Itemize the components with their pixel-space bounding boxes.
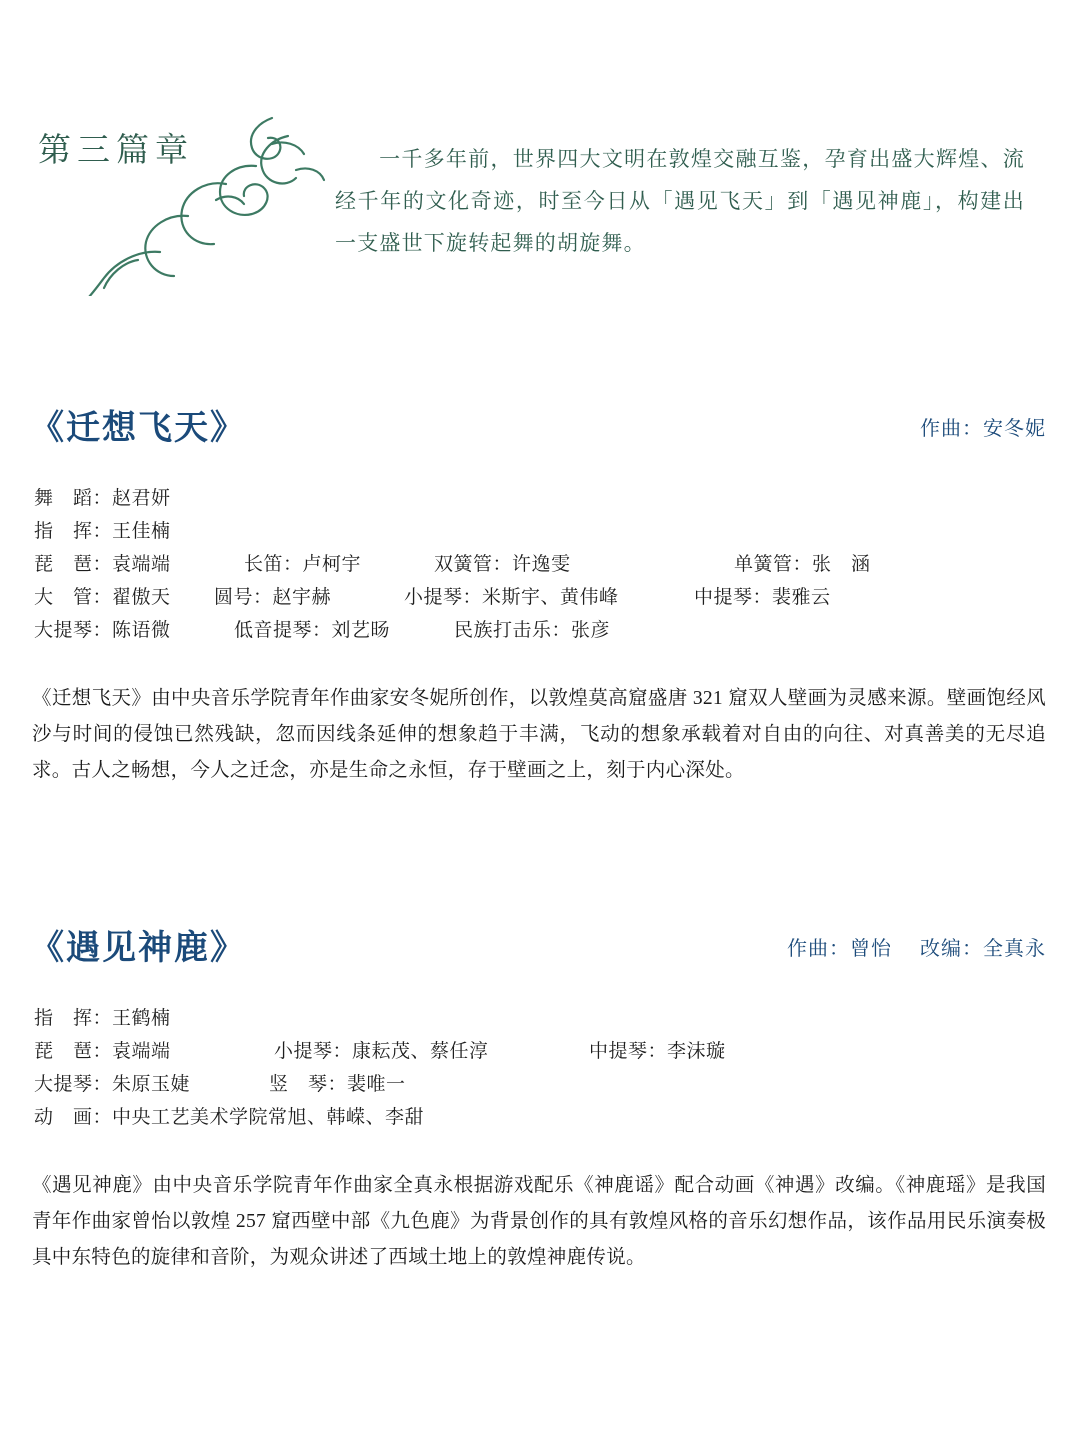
credit-cell: 小提琴：米斯宇、黄伟峰: [404, 587, 619, 608]
credit-row: [34, 515, 1050, 548]
credit-cell: 动 画：中央工艺美术学院常旭、韩嵘、李甜: [34, 1107, 425, 1128]
piece-2-composer-text: 作曲：曾怡: [787, 938, 892, 960]
credit-cell: 指 挥：王佳楠: [34, 521, 171, 542]
credit-cell: 低音提琴：刘艺旸: [234, 620, 391, 641]
credit-cell: 圆号：赵宇赫: [214, 587, 332, 608]
credit-row: [34, 1035, 1050, 1068]
credit-cell: 中提琴：裴雅云: [694, 587, 831, 608]
credit-row: [34, 548, 1050, 581]
credit-row: [34, 482, 1050, 515]
credit-cell: 中提琴：李沫璇: [589, 1041, 726, 1062]
credit-row: [34, 614, 1050, 647]
piece-1-composer-text: 作曲：安冬妮: [920, 418, 1046, 440]
credit-row: [34, 1068, 1050, 1101]
piece-1-credits: [34, 482, 1050, 647]
credit-cell: 竖 琴：裴唯一: [269, 1074, 406, 1095]
program-item-1: [0, 400, 1080, 789]
credit-cell: 琵 琶：袁端端: [34, 554, 171, 575]
piece-2-composer: [787, 932, 1046, 961]
chapter-intro-text: 一千多年前，世界四大文明在敦煌交融互鉴，孕育出盛大辉煌、流经千年的文化奇迹，时至今日从「遇见飞天」到「遇见神鹿」，构建出一支盛世下旋转起舞的胡旋舞。: [335, 147, 1025, 255]
credit-cell: 大提琴：朱原玉婕: [34, 1074, 191, 1095]
chapter-label: 第三篇章: [38, 133, 194, 169]
piece-2-credits: [34, 1002, 1050, 1134]
piece-2-title: 《遇见神鹿》: [30, 930, 246, 967]
credit-cell: 舞 蹈：赵君妍: [34, 488, 171, 509]
chapter-header: [0, 96, 1080, 306]
credit-cell: 单簧管：张 涵: [734, 554, 871, 575]
credit-cell: 小提琴：康耘茂、蔡任淳: [274, 1041, 489, 1062]
credit-cell: 指 挥：王鹤楠: [34, 1008, 171, 1029]
credit-cell: 琵 琶：袁端端: [34, 1041, 171, 1062]
credit-cell: 大 管：翟傲天: [34, 587, 171, 608]
credit-row: [34, 1002, 1050, 1035]
piece-1-title: 《迁想飞天》: [30, 410, 246, 447]
credit-cell: 大提琴：陈语微: [34, 620, 171, 641]
piece-1-composer: [920, 412, 1046, 441]
program-item-2: [0, 920, 1080, 1276]
credit-row: [34, 1101, 1050, 1134]
credit-cell: 双簧管：许逸雯: [434, 554, 571, 575]
credit-cell: 民族打击乐：张彦: [454, 620, 611, 641]
piece-2-arranger-text: 改编：全真永: [920, 938, 1046, 960]
piece-1-head: [30, 400, 1046, 456]
chapter-intro: [335, 138, 1025, 264]
credit-row: [34, 581, 1050, 614]
chapter-ornament: [20, 96, 350, 296]
piece-2-description: 《遇见神鹿》由中央音乐学院青年作曲家全真永根据游戏配乐《神鹿谣》配合动画《神遇》改编。《神鹿瑶》是我国青年作曲家曾怡以敦煌 257 窟西壁中部《九色鹿》为背景创作的具有敦煌风格的音乐幻想作品，该作品用民乐演奏极具中东特色的旋律和音阶，为观众讲述了西域土地上的敦煌神鹿传说。: [32, 1175, 1046, 1268]
credit-cell: 长笛：卢柯宇: [244, 554, 362, 575]
piece-1-description: 《迁想飞天》由中央音乐学院青年作曲家安冬妮所创作，以敦煌莫高窟盛唐 321 窟双人壁画为灵感来源。壁画饱经风沙与时间的侵蚀已然残缺，忽而因线条延伸的想象趋于丰满，飞动的想象承载着对自由的向往、对真善美的无尽追求。古人之畅想，今人之迁念，亦是生命之永恒，存于壁画之上，刻于内心深处。: [32, 688, 1046, 781]
piece-2-head: [30, 920, 1046, 976]
